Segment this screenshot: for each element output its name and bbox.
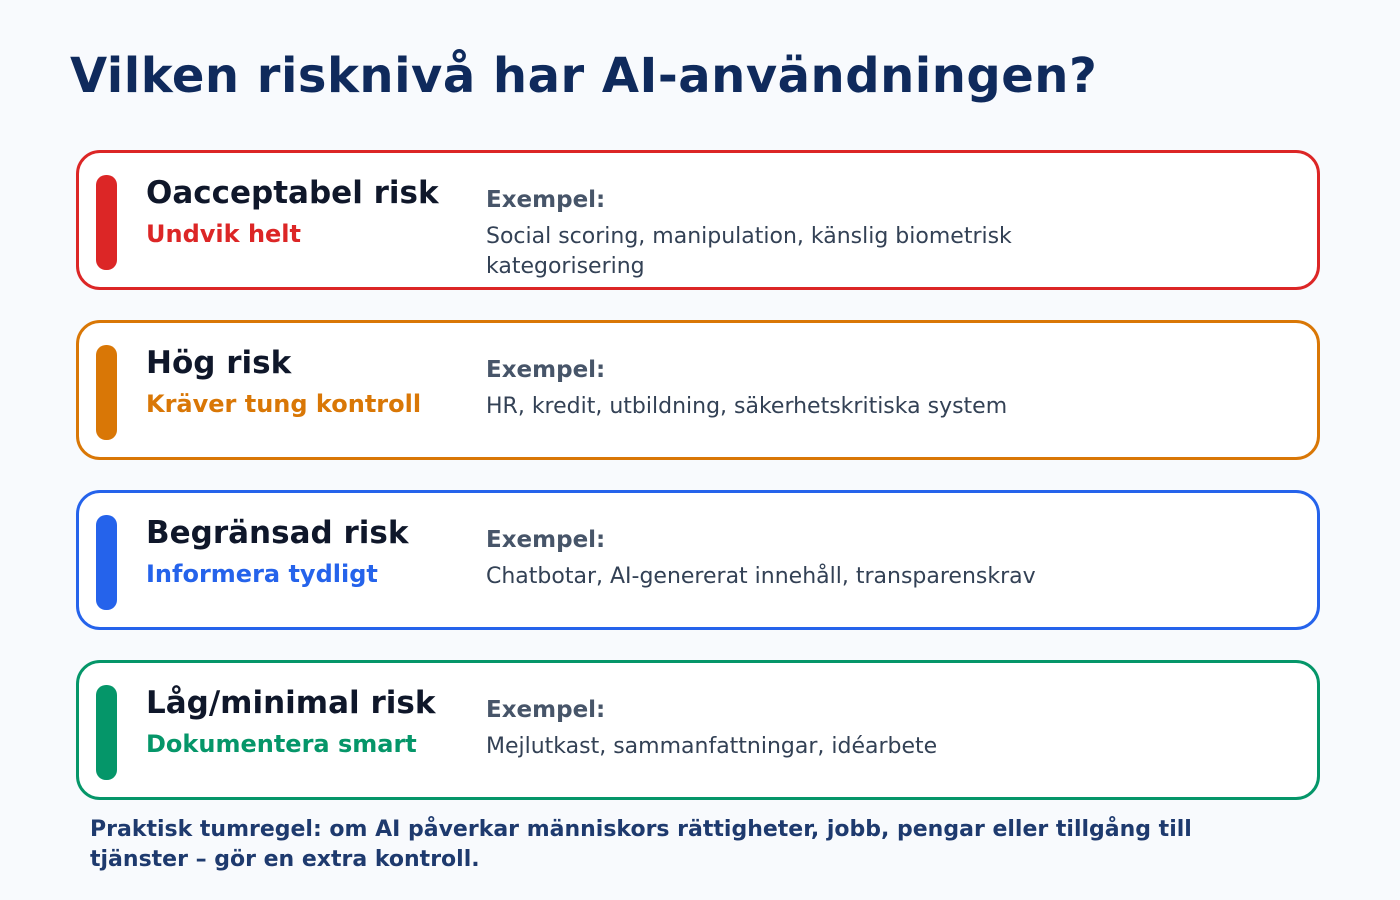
examples-label: Exempel:: [486, 187, 606, 213]
risk-action: Undvik helt: [146, 220, 302, 248]
risk-card-minimal: [76, 660, 1320, 800]
risk-action: Kräver tung kontroll: [146, 390, 422, 418]
examples-text: Mejlutkast, sammanfattningar, idéarbete: [486, 734, 938, 759]
page-title: Vilken risknivå har AI-användningen?: [70, 48, 1098, 104]
rule-of-thumb-note: Praktisk tumregel: om AI påverkar människors rättigheter, jobb, pengar eller tillgång till tjänster – gör en extra kontroll.: [90, 817, 1192, 872]
examples-text: HR, kredit, utbildning, säkerhetskritiska system: [486, 394, 1008, 419]
risk-action: Informera tydligt: [146, 560, 378, 588]
risk-card-unacceptable: [76, 150, 1320, 290]
examples-label: Exempel:: [486, 697, 606, 723]
risk-color-bar: [96, 175, 117, 270]
risk-color-bar: [96, 345, 117, 440]
risk-color-bar: [96, 515, 117, 610]
risk-card-high: [76, 320, 1320, 460]
examples-label: Exempel:: [486, 357, 606, 383]
risk-level-name: Begränsad risk: [146, 515, 409, 551]
risk-level-name: Låg/minimal risk: [146, 685, 436, 721]
risk-card-limited: [76, 490, 1320, 630]
examples-text: Chatbotar, AI-genererat innehåll, transparenskrav: [486, 564, 1036, 589]
risk-level-name: Hög risk: [146, 345, 292, 381]
risk-color-bar: [96, 685, 117, 780]
examples-text: Social scoring, manipulation, känslig biometrisk kategorisering: [486, 224, 1012, 279]
risk-action: Dokumentera smart: [146, 730, 417, 758]
examples-label: Exempel:: [486, 527, 606, 553]
risk-level-name: Oacceptabel risk: [146, 175, 439, 211]
